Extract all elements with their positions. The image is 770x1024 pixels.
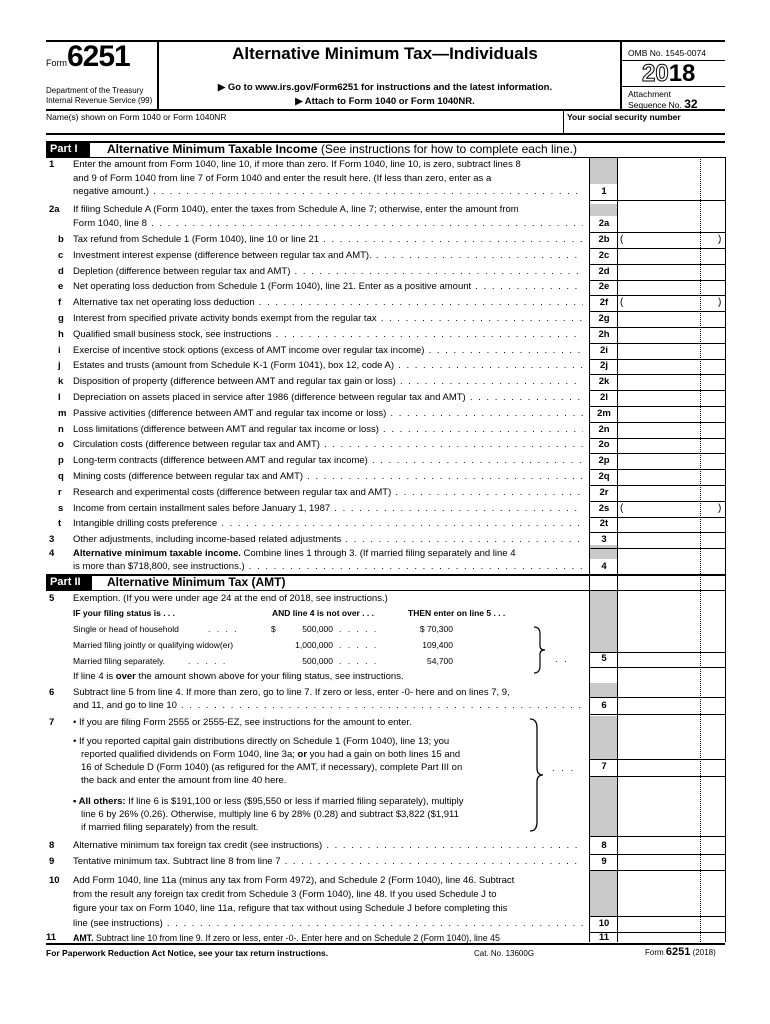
line8-number: 8 <box>49 840 55 851</box>
part1-line-row <box>0 279 770 295</box>
line10-text4: line (see instructions) . . . <box>73 916 583 932</box>
shade-line10 <box>590 871 617 916</box>
ssn-divider <box>563 109 564 133</box>
line2a-text2: Form 1040, line 8 . . . <box>73 216 583 232</box>
line-box-label: 2c <box>598 250 610 261</box>
close-paren: ) <box>718 234 722 245</box>
line2a-box-label: 2a <box>598 218 610 229</box>
line7-bullet1: • If you are filing Form 2555 or 2555-EZ, see instructions for the amount to enter. <box>73 717 412 728</box>
part2-title: Alternative Minimum Tax (AMT) <box>107 575 286 589</box>
line7-bullet2d: the back and enter the amount from line 40 here. <box>81 775 287 786</box>
tax-year-outline: 20 <box>642 60 669 87</box>
open-paren: ( <box>620 234 624 245</box>
header-right-divider <box>620 40 622 110</box>
line-amount-input[interactable] <box>619 359 723 373</box>
exemption-limit-1: 500,000 <box>302 624 333 634</box>
exemption-amount-2: 109,400 <box>422 640 453 650</box>
part1-line-row <box>0 485 770 501</box>
exemption-amount-1: $ 70,300 <box>419 624 453 634</box>
line-box-label: 2p <box>598 455 610 466</box>
tax-year-bold: 18 <box>668 60 696 87</box>
shade-line2a <box>590 204 617 216</box>
ssn-input[interactable] <box>565 122 725 133</box>
line-letter: j <box>58 360 61 371</box>
line-box-label: 2g <box>598 313 610 324</box>
line7-rule <box>589 776 725 777</box>
goto-line: ▶ Go to www.irs.gov/Form6251 for instructions and the latest information. <box>217 82 553 93</box>
line-amount-input[interactable] <box>619 423 723 437</box>
names-bottom-rule <box>46 133 725 135</box>
header-top-rule <box>46 40 725 42</box>
line-description: Intangible drilling costs preference . . . <box>73 516 583 532</box>
line5-dots: . . <box>555 654 569 665</box>
footer-form-id <box>645 946 716 958</box>
line1-rule <box>589 200 725 201</box>
line-description: Long-term contracts (difference between AMT and regular tax income) . . . <box>73 453 583 469</box>
shade-line5 <box>590 591 617 652</box>
line5-over-bold: over <box>115 671 136 682</box>
line7-bullet2b <box>81 748 460 761</box>
line4-text2: is more than $718,800, see instructions.) . . . <box>73 559 583 575</box>
shade-line6 <box>590 683 617 697</box>
dept-line1: Department of the Treasury <box>46 86 144 95</box>
line-description: Qualified small business stock, see instructions . . . <box>73 327 583 343</box>
line-letter: m <box>58 408 67 419</box>
line-amount-input[interactable] <box>619 344 723 358</box>
line10-number: 10 <box>49 875 60 886</box>
part1-line-row <box>0 358 770 374</box>
footer-rule <box>46 943 725 945</box>
line8-text: Alternative minimum tax foreign tax credit (see instructions) . . . <box>73 838 583 854</box>
line-description: Other adjustments, including income-based related adjustments . . . <box>73 532 583 548</box>
exemption-dollar-1: $ <box>271 624 276 634</box>
line-box-label: 2l <box>600 392 608 403</box>
line6-number: 6 <box>49 687 55 698</box>
close-paren: ) <box>718 503 722 514</box>
shade-line1 <box>590 158 617 184</box>
line7-bullet3c: if married filing separately) from the result. <box>81 822 259 833</box>
line1-amount-input[interactable] <box>619 186 723 200</box>
line-amount-input[interactable] <box>619 391 723 405</box>
line-letter: s <box>58 503 64 514</box>
line-letter: q <box>58 471 64 482</box>
line-letter: t <box>58 518 62 529</box>
exemption-dots-1b: . . . . . <box>339 624 379 634</box>
part1-title-bold: Alternative Minimum Taxable Income <box>107 142 318 156</box>
part1-line-row <box>0 501 770 517</box>
line-letter: h <box>58 329 64 340</box>
line-amount-input[interactable] <box>619 454 723 468</box>
line10-top-rule <box>589 916 725 917</box>
line-description: Exercise of incentive stock options (excess of AMT income over regular tax income) . . . <box>73 343 583 359</box>
line4-amount-input[interactable] <box>619 561 723 573</box>
line11-amount-input[interactable] <box>619 933 723 943</box>
line-letter: i <box>58 345 61 356</box>
line-box-label: 2q <box>598 471 610 482</box>
line-box-label: 2j <box>600 360 608 371</box>
line1-number: 1 <box>49 159 55 170</box>
line9-number: 9 <box>49 856 55 867</box>
line-description: Loss limitations (difference between AMT and regular tax income or loss) . . . <box>73 422 583 438</box>
exemption-head-amount: THEN enter on line 5 . . . <box>408 608 506 618</box>
line10-amount-input[interactable] <box>619 917 723 931</box>
line6-top-rule <box>589 697 725 698</box>
part1-title-rest: (See instructions for how to complete each line.) <box>317 142 577 156</box>
line2a-amount-input[interactable] <box>619 218 723 232</box>
line5-over-post: the amount shown above for your filing status, see instructions. <box>135 671 404 682</box>
line-description: Research and experimental costs (difference between regular tax and AMT) . . . <box>73 485 583 501</box>
line1-text1: Enter the amount from Form 1040, line 10, if more than zero. If Form 1040, line 10, is zero, subtract lines 8 <box>73 159 521 170</box>
line-letter: n <box>58 424 64 435</box>
line-letter: g <box>58 313 64 324</box>
line5-rule <box>589 667 725 668</box>
line4-text1-rest: Combine lines 1 through 3. (If married filing separately and line 4 <box>240 548 516 559</box>
line-box-label: 2o <box>598 439 610 450</box>
line7-bullet3a <box>73 795 464 808</box>
line4-number: 4 <box>49 548 55 559</box>
header-left-divider <box>157 40 159 110</box>
ssn-label: Your social security number <box>567 112 681 122</box>
part1-line-row <box>0 532 770 548</box>
shade-line7-top <box>590 716 617 759</box>
year-divider-top <box>620 60 725 61</box>
line11-number: 11 <box>46 932 57 943</box>
exemption-head-limit: AND line 4 is not over . . . <box>272 608 375 618</box>
line-letter: f <box>58 297 62 308</box>
line-amount-input[interactable] <box>619 328 723 342</box>
exemption-limit-3: 500,000 <box>302 656 333 666</box>
exemption-dots-1a: . . . . <box>208 624 239 634</box>
line5-over-text <box>73 670 404 683</box>
line5-number: 5 <box>49 593 55 604</box>
line11-box-label: 11 <box>598 932 610 943</box>
part1-line-row <box>0 406 770 422</box>
part1-tag: Part I <box>46 142 90 157</box>
form-number: 6251 <box>67 40 130 73</box>
line7-bullet2b-bold: or <box>297 749 308 760</box>
line4-box-label: 4 <box>601 561 607 572</box>
part1-line-row <box>0 437 770 453</box>
footer-form-year: (2018) <box>692 948 716 957</box>
line-description: Tax refund from Schedule 1 (Form 1040), line 10 or line 21 . . . <box>73 232 583 248</box>
exemption-dots-3b: . . . . . <box>339 656 379 666</box>
line7-bullet3a-bold: • All others: <box>73 796 126 807</box>
line-amount-input[interactable] <box>619 312 723 326</box>
line-description: Passive activities (difference between AMT and regular tax income or loss) . . . <box>73 406 583 422</box>
line8-box-label: 8 <box>601 840 607 851</box>
part2-bottom-rule <box>46 590 725 591</box>
part1-top-rule <box>46 141 725 143</box>
line7-bullet2c: 16 of Schedule D (Form 1040) (as refigured for the AMT, if necessary), complete Part III on <box>81 762 463 773</box>
part1-line-row <box>0 453 770 469</box>
line-box-label: 2f <box>599 297 609 308</box>
line5-amount-input[interactable] <box>619 653 723 667</box>
line-box-label: 2k <box>598 376 610 387</box>
exemption-row-3 <box>73 656 553 670</box>
line7-top-rule <box>589 759 725 760</box>
attachment-label: Attachment <box>628 89 671 99</box>
part1-line-row <box>0 343 770 359</box>
line-box-label: 2n <box>598 424 610 435</box>
line7-bullet2b-pre: reported qualified dividends on Form 1040, line 3a; <box>81 749 298 760</box>
part1-title <box>107 142 577 157</box>
exemption-row-1 <box>73 624 553 638</box>
line-box-label: 2m <box>597 408 611 419</box>
exemption-row-2 <box>73 640 553 654</box>
line7-number: 7 <box>49 717 55 728</box>
line-description: Depletion (difference between regular tax and AMT) . . . <box>73 264 583 280</box>
part1-line-row <box>0 469 770 485</box>
exemption-head-status: IF your filing status is . . . <box>73 608 176 618</box>
line10-text1: Add Form 1040, line 11a (minus any tax from Form 4972), and Schedule 2 (Form 1040), line 46. Subtract <box>73 875 515 886</box>
line-amount-input[interactable] <box>619 249 723 263</box>
line-amount-input[interactable] <box>619 280 723 294</box>
part1-line-row <box>0 264 770 280</box>
line-box-label: 2r <box>599 487 609 498</box>
line9-box-label: 9 <box>601 856 607 867</box>
line6-rule <box>589 714 725 715</box>
part1-line-row <box>0 390 770 406</box>
line-letter: b <box>58 234 64 245</box>
exemption-status-2: Married filing jointly or qualifying widow(er) <box>73 640 234 650</box>
line6-box-label: 6 <box>601 700 607 711</box>
line5-text: Exemption. (If you were under age 24 at the end of 2018, see instructions.) <box>73 593 388 604</box>
line-amount-input[interactable] <box>619 233 723 247</box>
line6-amount-input[interactable] <box>619 700 723 714</box>
line4-text1-bold: Alternative minimum taxable income. <box>73 548 241 559</box>
line10-box-label: 10 <box>598 918 610 929</box>
line-box-label: 2h <box>598 329 610 340</box>
exemption-status-3: Married filing separately. <box>73 656 165 666</box>
part1-line-row <box>0 327 770 343</box>
line11-text-rest: Subtract line 10 from line 9. If zero or less, enter -0-. Enter here and on Schedule 2 (Form 1040), line 45 <box>93 933 500 943</box>
line10-text2: from the result any foreign tax credit from Schedule 3 (Form 1040), line 48. If you used Schedule J to <box>73 889 497 900</box>
line-letter: d <box>58 266 64 277</box>
open-paren: ( <box>620 503 624 514</box>
line-letter: p <box>58 455 64 466</box>
exemption-status-1: Single or head of household <box>73 624 179 634</box>
line-description: Mining costs (difference between regular tax and AMT) . . . <box>73 469 583 485</box>
line6-text2: and 11, and go to line 10 . . . <box>73 698 583 714</box>
line5-box-label: 5 <box>601 653 607 664</box>
open-paren: ( <box>620 297 624 308</box>
line9-rule <box>589 870 725 871</box>
paperwork-notice: For Paperwork Reduction Act Notice, see your tax return instructions. <box>46 948 329 958</box>
line-letter: r <box>58 487 62 498</box>
line-description: Net operating loss deduction from Schedule 1 (Form 1040), line 21. Enter as a positive amount . . . <box>73 279 583 295</box>
line-box-label: 2e <box>598 281 610 292</box>
header-bottom-rule <box>46 109 725 111</box>
line7-amount-input[interactable] <box>619 761 723 775</box>
line11-text-bold: AMT. <box>73 933 94 943</box>
line2a-text1: If filing Schedule A (Form 1040), enter the taxes from Schedule A, line 7; otherwise, enter the amount from <box>73 204 519 215</box>
line7-brace <box>528 718 546 832</box>
line7-dots: . . . <box>552 763 576 774</box>
sequence-number: 32 <box>684 97 698 111</box>
line7-bullet2b-post: you had a gain on both lines 15 and <box>307 749 461 760</box>
line-letter: c <box>58 250 64 261</box>
exemption-limit-2: 1,000,000 <box>295 640 333 650</box>
line7-bullet3a-rest: If line 6 is $191,100 or less ($95,550 or less if married filing separately), multiply <box>125 796 464 807</box>
line-description: Income from certain installment sales before January 1, 1987 . . . <box>73 501 583 517</box>
line5-over-pre: If line 4 is <box>73 671 116 682</box>
form-label: Form <box>46 58 67 68</box>
line-description: Depreciation on assets placed in service after 1986 (difference between regular tax and AMT) . . . <box>73 390 583 406</box>
line7-bullet3b: line 6 by 26% (0.26). Otherwise, multiply line 6 by 28% (0.28) and subtract $3,822 ($1,911 <box>81 809 459 820</box>
sequence-label: Sequence No. <box>628 100 682 110</box>
line2a-number: 2a <box>49 204 60 215</box>
line1-text2: and 9 of Form 1040 from line 7 of Form 1040 and enter the result here. (If less than zero, enter as a <box>73 173 492 184</box>
part1-line-row <box>0 422 770 438</box>
names-label: Name(s) shown on Form 1040 or Form 1040NR <box>46 112 227 122</box>
catalog-number: Cat. No. 13600G <box>474 949 535 958</box>
form-title: Alternative Minimum Tax—Individuals <box>232 44 538 63</box>
line-box-label: 2t <box>599 518 609 529</box>
exemption-amount-3: 54,700 <box>427 656 453 666</box>
line-box-label: 3 <box>601 534 607 545</box>
line9-amount-input[interactable] <box>619 855 723 869</box>
line-letter: o <box>58 439 64 450</box>
line-amount-input[interactable] <box>619 502 723 516</box>
part2-tag: Part II <box>46 575 92 590</box>
line7-bottom-rule <box>589 836 725 837</box>
shade-line7-bottom <box>590 776 617 836</box>
line-description: Investment interest expense (difference between regular tax and AMT). . . . <box>73 248 583 264</box>
footer-form-number: 6251 <box>665 946 691 958</box>
line1-box-label: 1 <box>601 186 607 197</box>
line-amount-input[interactable] <box>619 517 723 531</box>
line-description: Interest from specified private activity bonds exempt from the regular tax . . . <box>73 311 583 327</box>
line-description: Estates and trusts (amount from Schedule K-1 (Form 1041), box 12, code A) . . . <box>73 358 583 374</box>
line-letter: l <box>58 392 61 403</box>
line6-text1: Subtract line 5 from line 4. If more than zero, go to line 7. If zero or less, enter -0- here and on lines 7, 9, <box>73 687 510 698</box>
line8-amount-input[interactable] <box>619 839 723 853</box>
part1-line-row <box>0 374 770 390</box>
line5-top-rule <box>589 652 725 653</box>
line-box-label: 2s <box>598 503 610 514</box>
omb-number: OMB No. 1545-0074 <box>628 48 706 58</box>
line-amount-input[interactable] <box>619 486 723 500</box>
line-description: Disposition of property (difference between AMT and regular tax gain or loss) . . . <box>73 374 583 390</box>
line-amount-input[interactable] <box>619 438 723 452</box>
line-box-label: 2d <box>598 266 610 277</box>
dept-line2: Internal Revenue Service (99) <box>46 96 153 105</box>
line-letter: 3 <box>49 534 55 545</box>
line-description: Alternative tax net operating loss deduction . . . <box>73 295 583 311</box>
line-box-label: 2b <box>598 234 610 245</box>
line-amount-input[interactable] <box>619 407 723 421</box>
part1-line-row <box>0 248 770 264</box>
exemption-dots-3a: . . . . . <box>188 656 228 666</box>
line-description: Circulation costs (difference between regular tax and AMT) . . . <box>73 437 583 453</box>
part1-line-row <box>0 516 770 532</box>
line7-bullet2a: • If you reported capital gain distributions directly on Schedule 1 (Form 1040), line 13; you <box>73 736 450 747</box>
line7-box-label: 7 <box>601 761 607 772</box>
footer-form-word: Form <box>645 948 664 957</box>
line-letter: k <box>58 376 64 387</box>
year-divider-bottom <box>620 86 725 87</box>
attach-line: ▶ Attach to Form 1040 or Form 1040NR. <box>295 96 475 107</box>
line-rule <box>589 548 725 549</box>
part1-line-row <box>0 311 770 327</box>
part1-line-row <box>0 232 770 248</box>
name-input[interactable] <box>46 122 561 133</box>
tax-year <box>642 60 695 88</box>
line-letter: e <box>58 281 64 292</box>
close-paren: ) <box>718 297 722 308</box>
line-amount-input[interactable] <box>619 533 723 547</box>
line-amount-input[interactable] <box>619 375 723 389</box>
line-amount-input[interactable] <box>619 296 723 310</box>
line9-text: Tentative minimum tax. Subtract line 8 from line 7 . . . <box>73 854 583 870</box>
line-amount-input[interactable] <box>619 470 723 484</box>
exemption-brace <box>532 626 548 674</box>
part1-line-row <box>0 295 770 311</box>
exemption-dots-2: . . . . . <box>339 640 379 650</box>
line10-text3: figure your tax on Form 1040, line 11a, refigure that tax without using Schedule J before completing this <box>73 903 508 914</box>
line-box-label: 2i <box>600 345 608 356</box>
line-amount-input[interactable] <box>619 265 723 279</box>
line1-text3: negative amount.) . . . <box>73 184 583 200</box>
